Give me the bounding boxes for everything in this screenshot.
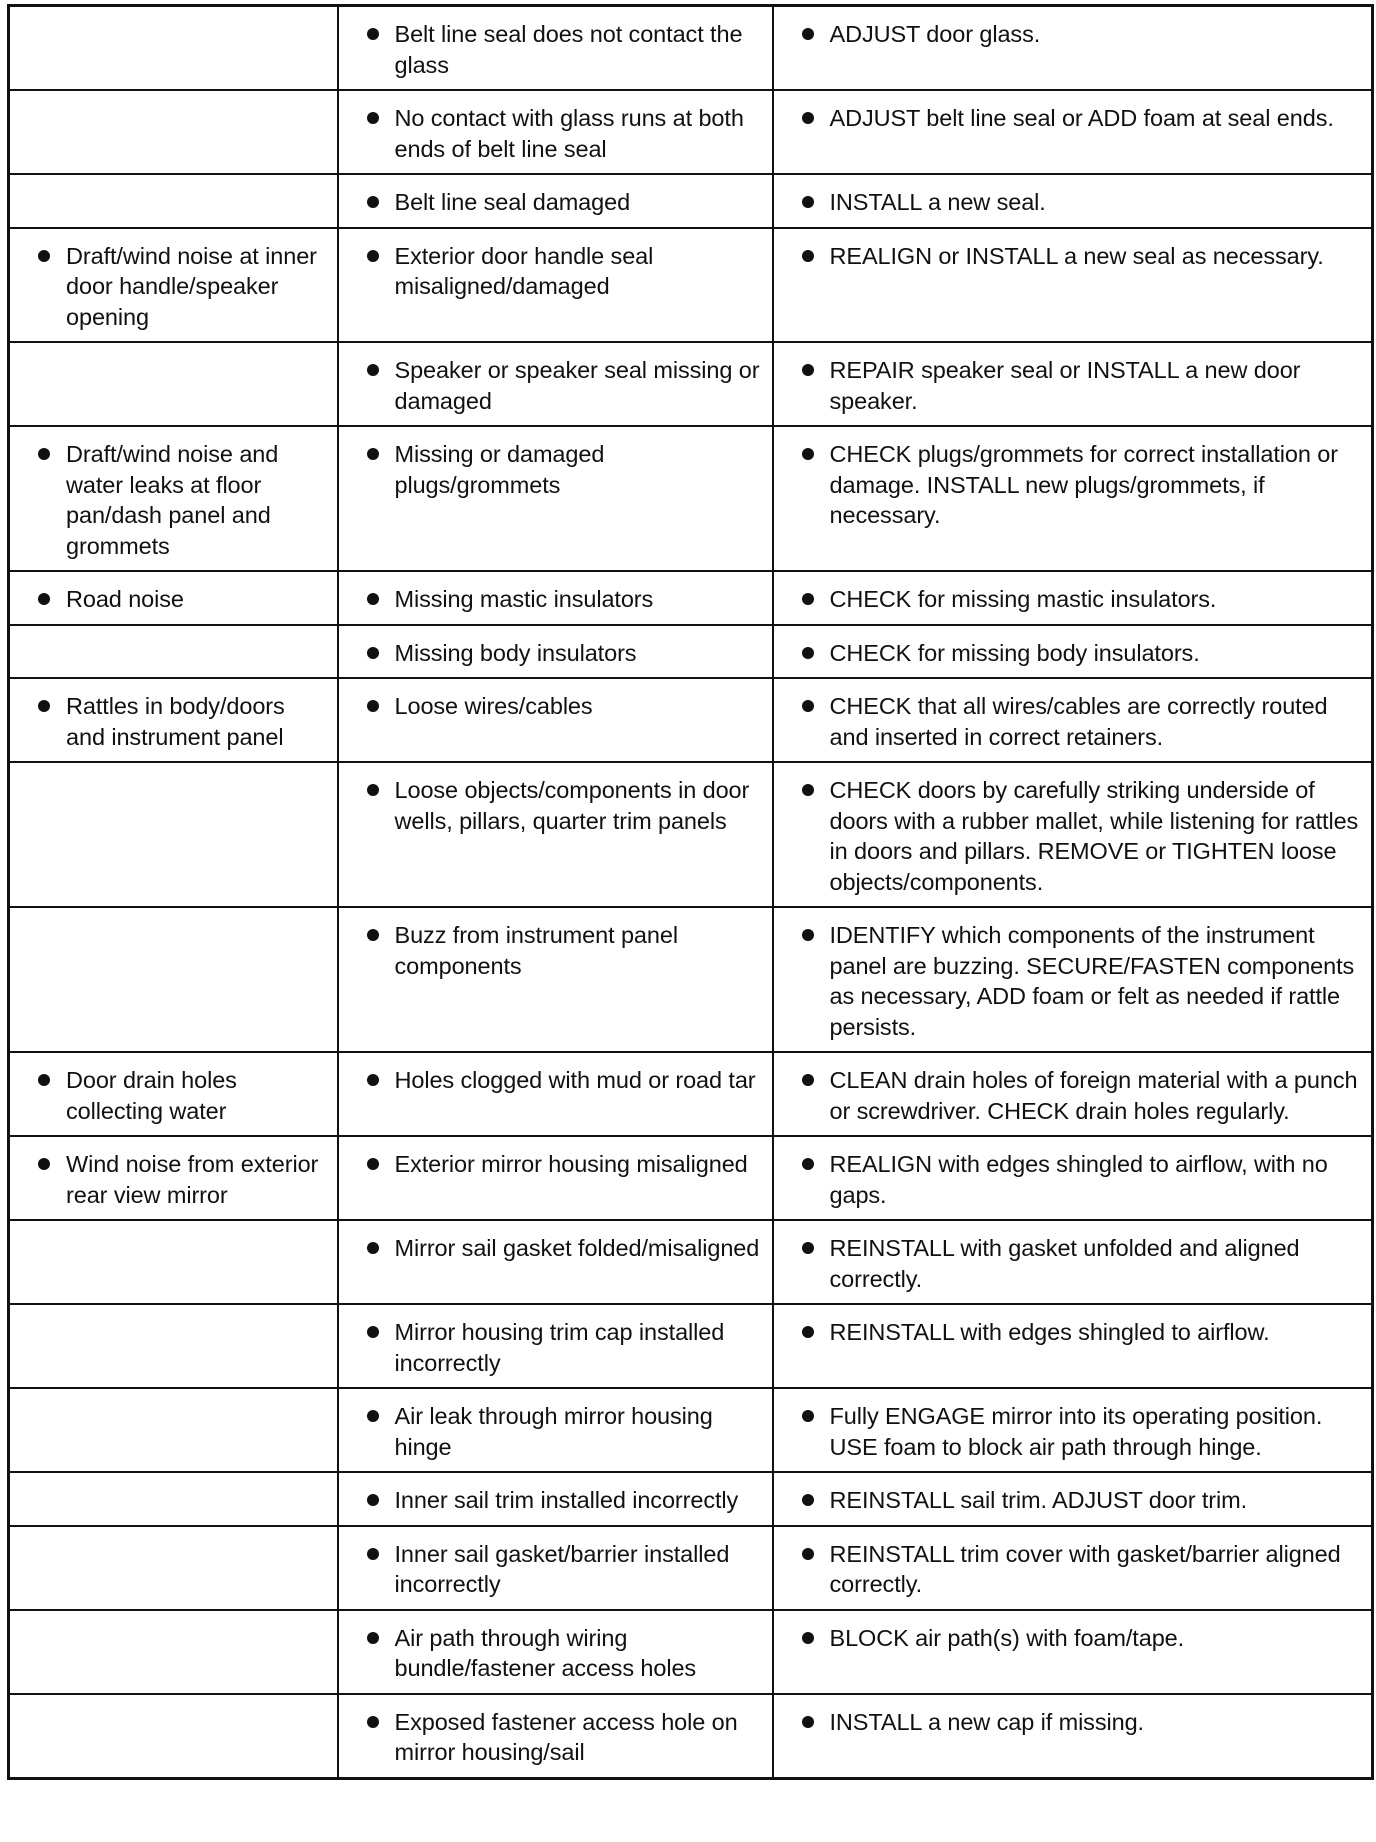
possible-source-text: Inner sail gasket/barrier installed incorrectly [394,1540,730,1597]
symptom-cell [9,678,338,762]
symptom-text: Draft/wind noise at inner door handle/speaker opening [66,242,317,330]
bullet-icon [802,1632,814,1644]
possible-source-item [345,775,762,836]
action-item [780,187,1362,218]
symptom-item [16,439,327,561]
bullet-icon [367,593,379,605]
possible-source-item [345,241,762,302]
action-text: REINSTALL sail trim. ADJUST door trim. [829,1487,1248,1513]
possible-source-text: Loose wires/cables [394,693,593,719]
bullet-icon [802,448,814,460]
symptom-cell [9,1694,338,1779]
table-row [9,426,1373,571]
symptom-cell [9,1472,338,1526]
table-row [9,907,1373,1052]
bullet-icon [38,700,50,712]
bullet-icon [802,647,814,659]
action-text: REALIGN or INSTALL a new seal as necessary. [829,242,1324,269]
symptom-cell [9,1052,338,1136]
bullet-icon [367,250,379,262]
action-text: INSTALL a new cap if missing. [829,1708,1144,1735]
bullet-icon [367,1326,379,1338]
bullet-icon [367,196,379,208]
action-item [780,638,1362,669]
bullet-icon [802,28,814,40]
possible-source-text: Air leak through mirror housing hinge [394,1403,713,1460]
table-row [9,1052,1373,1136]
action-item [780,103,1362,134]
possible-source-text: Exterior door handle seal misaligned/damaged [394,242,654,299]
table-row [9,1694,1373,1779]
bullet-icon [367,929,379,941]
action-item [780,1539,1362,1600]
action-text: ADJUST door glass. [829,21,1041,47]
bullet-icon [802,112,814,124]
symptom-cell [9,90,338,174]
action-item [780,584,1362,615]
symptom-cell [9,1388,338,1472]
bullet-icon [367,647,379,659]
symptom-item [16,241,327,333]
action-cell [773,90,1373,174]
action-text: Fully ENGAGE mirror into its operating position. USE foam to block air path through hinge. [829,1403,1323,1460]
symptom-cell [9,1220,338,1304]
action-text: INSTALL a new seal. [829,189,1046,215]
possible-source-cell [338,342,773,426]
possible-source-text: Missing body insulators [394,639,637,666]
table-row [9,1526,1373,1610]
bullet-icon [802,1158,814,1170]
action-item [780,775,1362,897]
action-item [780,1485,1362,1516]
symptom-cell [9,1610,338,1694]
symptom-cell [9,907,338,1052]
symptom-text: Draft/wind noise and water leaks at floor pan/dash panel and grommets [66,441,279,559]
action-item [780,355,1362,416]
bullet-icon [367,1548,379,1560]
action-text: REPAIR speaker seal or INSTALL a new door speaker. [829,357,1301,414]
bullet-icon [802,250,814,262]
possible-source-text: Mirror housing trim cap installed incorrectly [394,1319,725,1376]
symptom-cell [9,6,338,91]
action-cell [773,6,1373,91]
possible-source-cell [338,6,773,91]
possible-source-cell [338,174,773,228]
possible-source-cell [338,1610,773,1694]
table-row [9,625,1373,679]
table-row [9,571,1373,625]
possible-source-text: Inner sail trim installed incorrectly [394,1487,739,1513]
action-cell [773,426,1373,571]
symptom-item [16,691,327,752]
symptom-item [16,1065,327,1126]
action-cell [773,342,1373,426]
possible-source-text: Missing or damaged plugs/grommets [394,441,605,498]
bullet-icon [367,1074,379,1086]
symptom-cell [9,228,338,343]
symptom-cell [9,571,338,625]
possible-source-text: Air path through wiring bundle/fastener access holes [394,1624,697,1681]
symptom-item [16,1149,327,1210]
table-row [9,228,1373,343]
bullet-icon [802,1242,814,1254]
action-item [780,1401,1362,1462]
bullet-icon [367,1494,379,1506]
bullet-icon [802,593,814,605]
possible-source-cell [338,1388,773,1472]
bullet-icon [367,112,379,124]
possible-source-cell [338,1694,773,1779]
action-item [780,920,1362,1042]
bullet-icon [38,1074,50,1086]
bullet-icon [367,448,379,460]
possible-source-item [345,103,762,164]
action-item [780,439,1362,531]
symptom-cell [9,1136,338,1220]
table-row [9,90,1373,174]
action-text: CHECK that all wires/cables are correctly routed and inserted in correct retainers. [829,693,1328,750]
table-row [9,1304,1373,1388]
action-text: CLEAN drain holes of foreign material with a punch or screwdriver. CHECK drain holes regularly. [829,1067,1358,1124]
action-cell [773,228,1373,343]
possible-source-text: Belt line seal damaged [394,189,631,215]
possible-source-text: Exterior mirror housing misaligned [394,1151,748,1177]
table-row [9,1388,1373,1472]
table-row [9,678,1373,762]
bullet-icon [38,250,50,262]
diagnosis-table [7,4,1374,1780]
possible-source-cell [338,1472,773,1526]
possible-source-text: Loose objects/components in door wells, pillars, quarter trim panels [394,777,750,834]
action-text: REINSTALL with edges shingled to airflow. [829,1319,1270,1345]
bullet-icon [38,448,50,460]
action-text: REALIGN with edges shingled to airflow, with no gaps. [829,1151,1328,1208]
possible-source-item [345,187,762,218]
possible-source-cell [338,1220,773,1304]
action-cell [773,1052,1373,1136]
possible-source-item [345,1707,762,1768]
possible-source-cell [338,762,773,907]
action-cell [773,625,1373,679]
diagnosis-table-body [9,6,1373,1779]
possible-source-item [345,1317,762,1378]
bullet-icon [38,1158,50,1170]
action-item [780,19,1362,50]
symptom-cell [9,342,338,426]
possible-source-cell [338,90,773,174]
action-cell [773,678,1373,762]
bullet-icon [802,700,814,712]
action-item [780,1149,1362,1210]
possible-source-cell [338,571,773,625]
action-item [780,1065,1362,1126]
possible-source-item [345,638,762,669]
possible-source-item [345,1149,762,1180]
symptom-text: Road noise [66,586,184,612]
possible-source-cell [338,625,773,679]
bullet-icon [38,593,50,605]
bullet-icon [802,1326,814,1338]
possible-source-text: Speaker or speaker seal missing or damaged [394,357,760,414]
possible-source-text: No contact with glass runs at both ends of belt line seal [394,105,744,162]
symptom-item [16,584,327,615]
action-text: CHECK plugs/grommets for correct installation or damage. INSTALL new plugs/grommets, if necessary. [829,441,1338,528]
bullet-icon [802,364,814,376]
action-text: BLOCK air path(s) with foam/tape. [829,1624,1185,1651]
symptom-cell [9,625,338,679]
possible-source-item [345,19,762,80]
symptom-cell [9,426,338,571]
symptom-text: Door drain holes collecting water [66,1067,237,1124]
bullet-icon [367,1716,379,1728]
possible-source-item [345,1623,762,1684]
action-cell [773,1136,1373,1220]
action-text: REINSTALL with gasket unfolded and aligned correctly. [829,1235,1300,1292]
bullet-icon [367,1242,379,1254]
action-text: REINSTALL trim cover with gasket/barrier aligned correctly. [829,1540,1341,1597]
table-row [9,174,1373,228]
possible-source-item [345,355,762,416]
action-cell [773,571,1373,625]
table-row [9,762,1373,907]
bullet-icon [802,196,814,208]
action-cell [773,762,1373,907]
possible-source-cell [338,1526,773,1610]
bullet-icon [367,364,379,376]
action-item [780,691,1362,752]
possible-source-item [345,1233,762,1264]
symptom-cell [9,1304,338,1388]
action-item [780,1707,1362,1738]
action-cell [773,1610,1373,1694]
action-item [780,1317,1362,1348]
action-cell [773,1472,1373,1526]
bullet-icon [367,700,379,712]
possible-source-cell [338,1052,773,1136]
possible-source-text: Exposed fastener access hole on mirror housing/sail [394,1708,738,1765]
possible-source-cell [338,907,773,1052]
bullet-icon [802,1548,814,1560]
bullet-icon [367,784,379,796]
action-cell [773,174,1373,228]
possible-source-item [345,920,762,981]
action-cell [773,1526,1373,1610]
bullet-icon [802,784,814,796]
possible-source-item [345,1065,762,1096]
possible-source-cell [338,1304,773,1388]
possible-source-item [345,1401,762,1462]
table-row [9,1220,1373,1304]
possible-source-cell [338,678,773,762]
symptom-cell [9,174,338,228]
table-row [9,6,1373,91]
action-item [780,1623,1362,1654]
possible-source-cell [338,1136,773,1220]
bullet-icon [367,28,379,40]
possible-source-item [345,439,762,500]
symptom-cell [9,1526,338,1610]
bullet-icon [802,1494,814,1506]
possible-source-text: Mirror sail gasket folded/misaligned [394,1235,760,1261]
action-text: ADJUST belt line seal or ADD foam at seal ends. [829,105,1334,131]
action-text: CHECK for missing mastic insulators. [829,586,1217,612]
bullet-icon [802,1074,814,1086]
possible-source-text: Buzz from instrument panel components [394,922,678,979]
action-item [780,241,1362,272]
action-item [780,1233,1362,1294]
action-cell [773,907,1373,1052]
bullet-icon [802,1410,814,1422]
possible-source-item [345,1485,762,1516]
symptom-cell [9,762,338,907]
symptom-text: Wind noise from exterior rear view mirror [66,1151,319,1208]
possible-source-text: Missing mastic insulators [394,586,654,612]
bullet-icon [367,1410,379,1422]
table-row [9,1610,1373,1694]
possible-source-item [345,584,762,615]
possible-source-item [345,691,762,722]
bullet-icon [367,1632,379,1644]
action-cell [773,1304,1373,1388]
action-text: CHECK doors by carefully striking underside of doors with a rubber mallet, while listening for rattles in doors and pillars. REMOVE or TIGHTEN loose objects/components. [829,777,1359,895]
table-row [9,1136,1373,1220]
possible-source-cell [338,228,773,343]
possible-source-text: Holes clogged with mud or road tar [394,1067,756,1093]
action-cell [773,1220,1373,1304]
possible-source-item [345,1539,762,1600]
action-text: CHECK for missing body insulators. [829,639,1200,666]
action-text: IDENTIFY which components of the instrument panel are buzzing. SECURE/FASTEN components as necessary, ADD foam or felt as needed if rattle persists. [829,922,1355,1040]
bullet-icon [802,1716,814,1728]
possible-source-cell [338,426,773,571]
possible-source-text: Belt line seal does not contact the glass [394,21,743,78]
table-row [9,342,1373,426]
bullet-icon [367,1158,379,1170]
bullet-icon [802,929,814,941]
action-cell [773,1694,1373,1779]
action-cell [773,1388,1373,1472]
table-row [9,1472,1373,1526]
symptom-text: Rattles in body/doors and instrument panel [66,693,285,750]
